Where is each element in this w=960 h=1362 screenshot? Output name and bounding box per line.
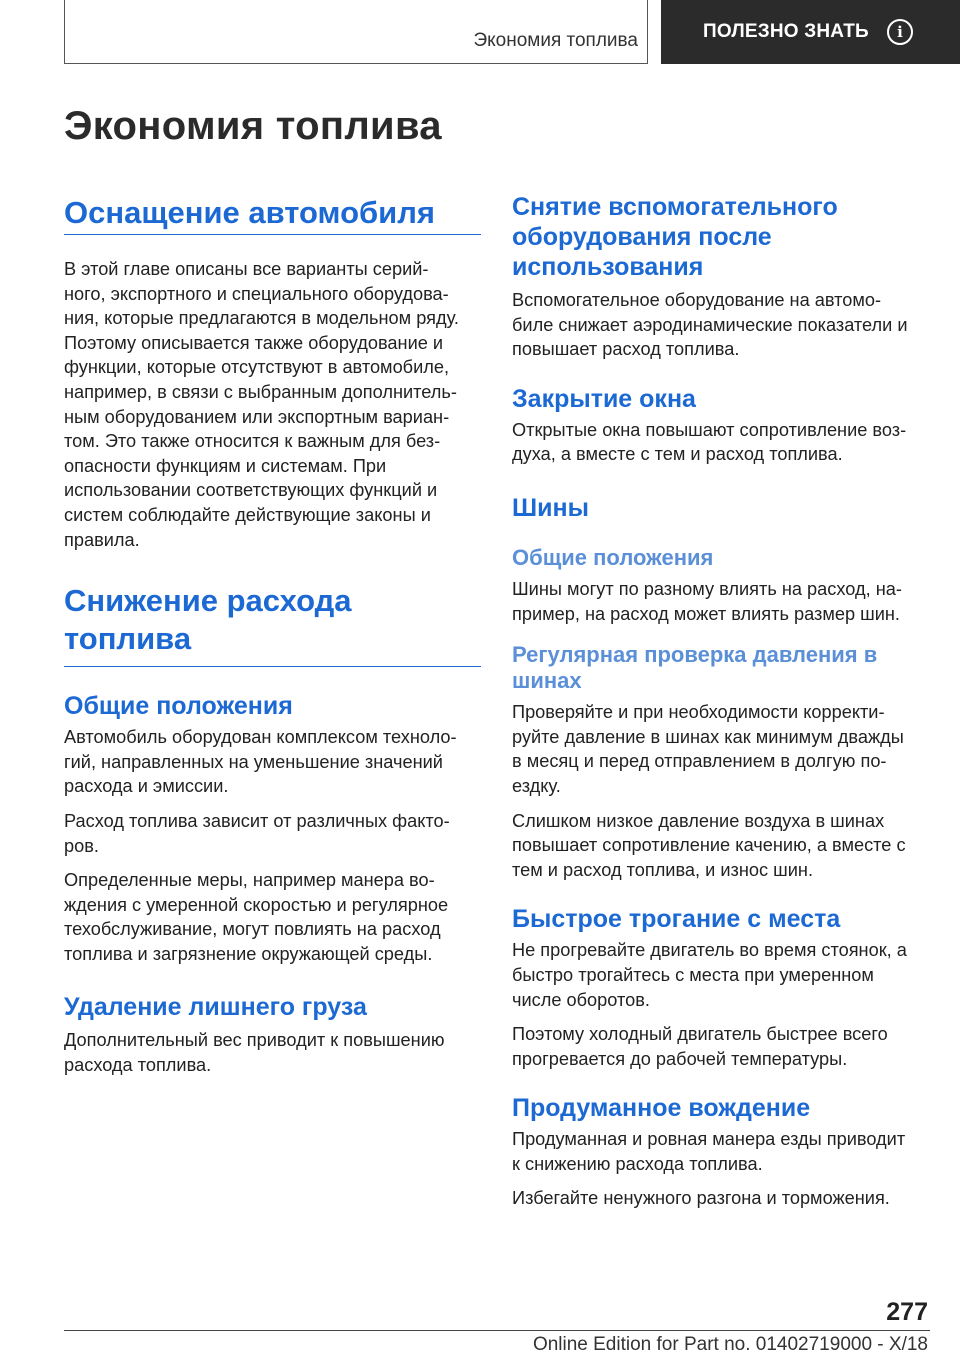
info-icon: i <box>887 19 913 45</box>
subheading-close-window: Закрытие окна <box>512 384 696 413</box>
subheading-quick-start: Быстрое трогание с места <box>512 905 841 934</box>
paragraph-remove-load: Дополнительный вес приводит к повышению расхода топлива. <box>64 1030 445 1076</box>
footer-edition: Online Edition for Part no. 01402719000 - X/18 <box>532 1334 928 1355</box>
left-column <box>64 192 481 1078</box>
header-chapter-label: ПОЛЕЗНО ЗНАТЬ <box>703 21 869 42</box>
paragraph-tire-pressure-2: Слишком низкое давление воздуха в шинах повышает сопротивление качению, а вместе с тем и расход топлива, и износ шин. <box>512 810 906 880</box>
paragraph-tires-general: Шины могут по разному влиять на расход, на- пример, на расход может влиять размер шин. <box>512 578 902 624</box>
paragraph-general-3: Определенные меры, например манера во- ждения с умеренной скоростью и регулярное техобслуживание, могут повлиять на расход топлива и загрязнение окружающей среды. <box>64 870 449 964</box>
subheading-general: Общие положения <box>64 692 293 721</box>
header-section-title[interactable]: Экономия топлива <box>473 30 638 51</box>
subheading-remove-equipment: Снятие вспомогательного оборудования после использования <box>512 193 838 281</box>
paragraph-smart-driving-1: Продуманная и ровная манера езды приводит к снижению расхода топлива. <box>512 1129 906 1174</box>
paragraph-close-window: Открытые окна повышают сопротивление воз- духа, а вместе с тем и расход топлива. <box>512 419 907 465</box>
subheading-tires: Шины <box>512 493 589 522</box>
header-chapter-tab[interactable] <box>661 0 960 64</box>
paragraph-equipment: В этой главе описаны все варианты серий- ного, экспортного и специального оборудова- ния, которые предлагаются в модельном ряду. Поэтому описывается также оборудование и функции, которые отсутствуют в автомобиле, например, в связи с выбранным дополнитель- ным оборудованием или экспортным вариан- том. Это также относится к важным для без- опасности функциям и системам. При использовании соответствующих функций и систем соблюдайте действующие законы и правила. <box>64 259 459 550</box>
subheading-smart-driving: Продуманное вождение <box>512 1094 811 1123</box>
right-column <box>512 192 930 1211</box>
subheading-remove-load: Удаление лишнего груза <box>64 993 367 1022</box>
paragraph-general-1: Автомобиль оборудован комплексом техноло- гий, направленных на уменьшение значений расхода и эмиссии. <box>64 727 457 797</box>
subheading-tires-general: Общие положения <box>512 544 714 570</box>
page-number: 277 <box>886 1298 928 1326</box>
paragraph-smart-driving-2: Избегайте ненужного разгона и торможения. <box>512 1188 890 1209</box>
footer-divider <box>64 1330 930 1331</box>
section-heading-reduce-consumption: Снижение расхода топлива <box>64 582 481 667</box>
paragraph-remove-equipment: Вспомогательное оборудование на автомо- биле снижает аэродинамические показатели и повышает расход топлива. <box>512 290 908 360</box>
paragraph-quick-start-2: Поэтому холодный двигатель быстрее всего прогревается до рабочей температуры. <box>512 1024 888 1069</box>
paragraph-tire-pressure-1: Проверяйте и при необходимости корректи- руйте давление в шинах как минимум дважды в месяц и перед отправлением в долгую по- ездку. <box>512 702 904 796</box>
subheading-tire-pressure: Регулярная проверка давления в шинах <box>512 642 878 694</box>
section-heading-equipment: Оснащение автомобиля <box>64 192 481 235</box>
page-title: Экономия топлива <box>64 104 442 148</box>
paragraph-general-2: Расход топлива зависит от различных факто- ров. <box>64 810 450 856</box>
paragraph-quick-start-1: Не прогревайте двигатель во время стоянок, а быстро трогайтесь с места при умеренном числе оборотов. <box>512 940 907 1010</box>
